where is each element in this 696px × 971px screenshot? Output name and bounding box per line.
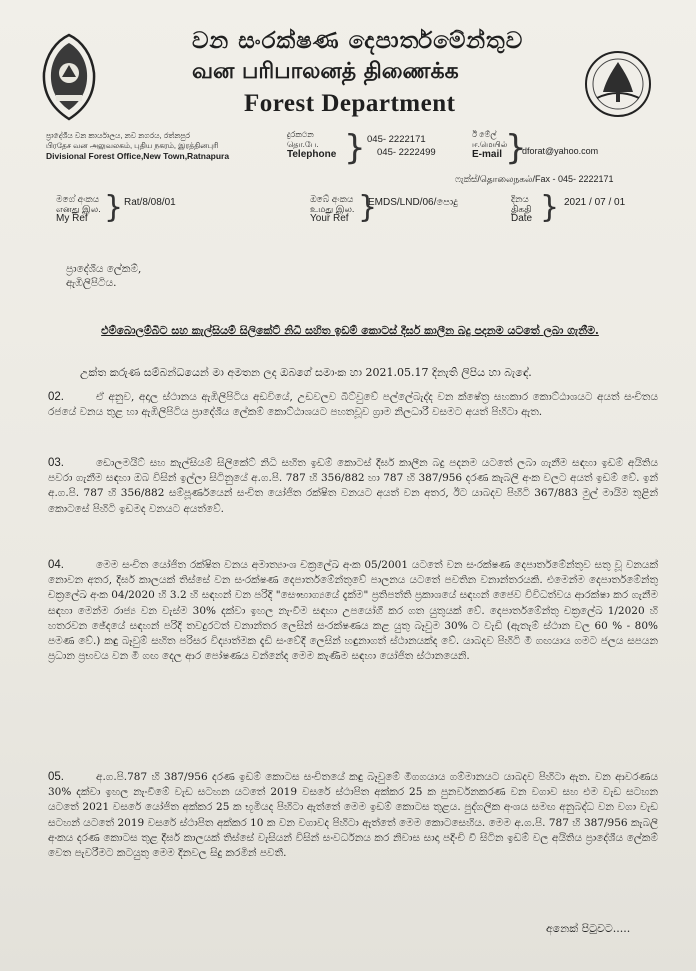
subject-heading: එම්බොලම්බිට සහ කැල්සියම් සිලිකේට් නිධි සහිත ඉඩම් කොටස් දීර්ඝ කාලීන බදු පදනම යටතේ ලබා ගැනීම. bbox=[101, 324, 599, 337]
email-label-english: E-mail bbox=[472, 149, 503, 160]
date-value: 2021 / 07 / 01 bbox=[564, 197, 626, 208]
forest-department-logo-icon bbox=[583, 48, 653, 120]
my-ref-label-english: My Ref bbox=[56, 213, 88, 224]
brace-icon: } bbox=[505, 128, 527, 168]
email-label-tamil: ஈ.மெயில் bbox=[472, 140, 508, 149]
paragraph-number: 05. bbox=[48, 771, 64, 783]
your-ref-label-tamil: உமது இல. bbox=[310, 204, 355, 214]
your-ref-label bbox=[310, 194, 354, 224]
addressee-line-1: ප්‍රාදේශීය ලේකම්, bbox=[66, 263, 142, 275]
my-ref-label-sinhala: මගේ අංකය bbox=[56, 194, 100, 204]
office-address-tamil: பிரதேச வன அலுவலகம், புதிய நகரம், இரத்தினபுரி bbox=[46, 141, 219, 150]
brace-icon: } bbox=[540, 190, 560, 225]
paragraph-text: අ.ග.පි.787 හි 387/956 දරණ ඉඩම් කොටස සංචිතයේ කඳු බෑවුමේ මීගගයාය ගම්මානයට යාබදව පිහිටා ඇත. වන ආවරණය 30% දක්වා ඉහල නැංවීමේ වැඩ සටහන යටතේ 2019 වසරේ ස්ථාපිත අක්කර 25 ක පුනර්වනකරණ වන වගාව සහ එම වැඩ සටහන යටතේ 2021 වසරේ යෝජිත අක්කර 25 ක භූමියද පිහිටා ඇත්තේ මෙම ඉඩම් කොටස තුළය. පුද්ගලික අංශය සමඟ අනුබද්ධ වන වගා වැඩ සටහන් යටතේ 2019 වසරේ ස්ථාපිත අක්කර 10 ක වන වගාවද පිහිටා ඇත්තේ මෙම කොටසෙහිය. මෙම අ.ග.පි. 787 හි 387/956 කැබලි අංකය දරණ කොටස තුළ දීර්ඝ කාලයක් තිස්සේ වැසියන් විසින් සංවර්ධනය කර නිවාස සාදා පදිංචි වී සිටින ඉඩම් වල අයිතිය ප්‍රාදේශීය ලේකම් වෙත පැවරීමට කටයුතු මෙම දිනවල සිදු කරමින් පවතී. bbox=[48, 771, 658, 860]
department-title-tamil: வன பரிபாலனத் திணைக்க bbox=[192, 58, 459, 84]
brace-icon: } bbox=[104, 190, 124, 225]
office-address-english: Divisional Forest Office,New Town,Ratnapura bbox=[46, 151, 230, 161]
paragraph-03 bbox=[48, 456, 658, 517]
paragraph-text: ඩොලමයිට් සහ කැල්සියම් සිලිකේට් නිධි සහිත ඉඩම් කොටස් දීර්ඝ කාලීන බදු පදනම යටතේ ලබා ගැනීම සඳහා ඉඩම් අයිතිය පවරා ගැනීම සඳහා ඔබ විසින් ඉල්ලා සිටිනුයේ අ.ග.පි. 787 හි 356/882 හා 787 හි 387/956 දරණ කැබලි අංක වලට අයත් ඉඩම් වේ. ඉන් අ.ග.පි. 787 හි 356/882 සම්පූර්ණයෙන් සංචිත යෝජිත රක්ෂිත වනයට අයත් වන අතර, ඊට යාබදව පිහිටි 367/883 මුල් මායිම තුළින් කොටසේ පිහිටි ඉඩමද වනයට අයත්වේ. bbox=[48, 457, 658, 515]
paragraph-02 bbox=[48, 390, 658, 420]
my-ref-label bbox=[56, 194, 101, 224]
telephone-number-2: 045- 2222499 bbox=[377, 147, 436, 158]
paragraph-04 bbox=[48, 558, 658, 664]
telephone-label-tamil: தொ.பே. bbox=[287, 140, 319, 149]
paragraph-number: 03. bbox=[48, 457, 64, 469]
reference-line: උක්ත කරුණ සම්බන්ධයෙන් මා අමතන ලද ඔබගේ සමාංක හා 2021.05.17 දිනැති ලිපිය හා බැඳේ. bbox=[80, 366, 532, 379]
fax-row bbox=[455, 174, 614, 186]
continued-next-page: අනෙක් පිටුවට..... bbox=[546, 922, 631, 935]
your-ref-label-english: Your Ref bbox=[310, 213, 349, 224]
paragraph-number: 04. bbox=[48, 559, 64, 571]
telephone-label bbox=[287, 130, 336, 160]
state-emblem-icon bbox=[38, 33, 100, 121]
your-ref-label-sinhala: ඔබේ අංකය bbox=[310, 194, 354, 204]
telephone-label-sinhala: දුරකථන bbox=[287, 130, 314, 139]
your-ref-value: EMDS/LND/06/පොදු bbox=[368, 197, 458, 208]
email-label-sinhala: ඊ මේල් bbox=[472, 130, 497, 139]
department-title-english: Forest Department bbox=[244, 90, 456, 117]
paragraph-number: 02. bbox=[48, 391, 64, 403]
addressee bbox=[66, 262, 141, 290]
paragraph-text: ඒ අනුව, අදාල ස්ථානය ඇඹිලිපිටිය අඩවියේ, උඩවලව බීට්වුවේ පල්ලේබැද්ද වන ක්ෂේත්‍ර සහකාර කොට්ඨාශයට අයත් සංචිතය රජයේ වනය තුළ හා ඇඹිලිපිටිය ප්‍රාදේශීය ලේකම් කොට්ඨාශයට පහතවූව ග්‍රාම නිලධාරී වසමට අයත් පිහිටා ඇත. bbox=[48, 391, 658, 419]
brace-icon: } bbox=[344, 128, 366, 168]
date-label bbox=[511, 194, 532, 224]
paragraph-text: මෙම සංචිත යෝජිත රක්ෂිත වනය අමාත්‍යාංශ චක්‍රලේඛ අංක 05/2001 යටතේ වන සංරක්ෂණ දෙපාර්තමේන්තුව සතු වූ වනයක් නොවන අතර, දීර්ඝ කාලයක් තිස්සේ වන සංරක්ෂණ දෙපාර්තමේන්තුවේ පාලනය යටතේ පවතින වනාන්තරයකි. එමෙන්ම දෙපාර්තමේන්තු චක්‍රලේඛ අංක 04/2020 හි 3.2 හි සඳහන් වන පරිදි "සෞභාග්‍යයේ දැක්ම" ප්‍රතිපත්ති ප්‍රකාශයේ සඳහන් ජෛව විවිධත්වය ආරක්ෂා කර ගැනීම සඳහා මෙන්ම රාජ්‍ය වන වැස්ම 30% දක්වා ඉහල නැංවීම සඳහා උපයෝගී කර ගත යුතුයක් වේ. දෙපාර්තමේන්තු චක්‍රලේඛ 1/2020 හි හතරවන ඡේදයේ සඳහන් පරිදි තවදුරටත් වනාන්තර ලෙසින් සංරක්ෂණය කළ යුතු බෑවුම 30% ට වැඩි (ඇතැම් ස්ථාන වල 60 % - 80% පමණ වේ.) කඳු බෑවුම් සහිත පරිසර විද්‍යාත්මක දැඩි සංවේදී ලෙසින් හඳුනාගත් ස්ථානයක්ද වේ. යාබදව පිහිටි මී ගඟයාය ගමට ජලය සපයන ප්‍රධාන ප්‍රභවය වන මී ගඟ දෙල ආර පෝෂණය වන්නේද මෙම කැණීම සඳහා යෝජිත ස්ථානයෙනි. bbox=[48, 559, 658, 663]
paragraph-05 bbox=[48, 770, 658, 861]
brace-icon: } bbox=[358, 190, 378, 225]
office-address bbox=[46, 131, 229, 161]
telephone-number-1: 045- 2222171 bbox=[367, 134, 426, 145]
date-label-sinhala: දිනය bbox=[511, 194, 529, 204]
addressee-line-2: ඇඹිලිපිටිය. bbox=[66, 277, 117, 289]
telephone-numbers bbox=[367, 133, 436, 159]
department-title-sinhala: වන සංරක්ෂණ දෙපාර්තමේන්තුව bbox=[192, 27, 524, 54]
my-ref-label-tamil: எனது இல. bbox=[56, 204, 101, 214]
email-address: dforat@yahoo.com bbox=[522, 146, 599, 156]
office-address-sinhala: ප්‍රාදේශීය වන කාර්යාලය, නව නගරය, රත්නපුර bbox=[46, 131, 191, 140]
email-label bbox=[472, 130, 507, 160]
my-ref-value: Rat/8/08/01 bbox=[124, 197, 176, 208]
date-label-english: Date bbox=[511, 213, 533, 224]
fax-label: ෆැක්ස්/தொலைநகல்/Fax - bbox=[455, 174, 556, 184]
fax-number: 045- 2222171 bbox=[557, 174, 614, 184]
telephone-label-english: Telephone bbox=[287, 149, 337, 160]
date-label-tamil: திகதி bbox=[511, 204, 532, 214]
